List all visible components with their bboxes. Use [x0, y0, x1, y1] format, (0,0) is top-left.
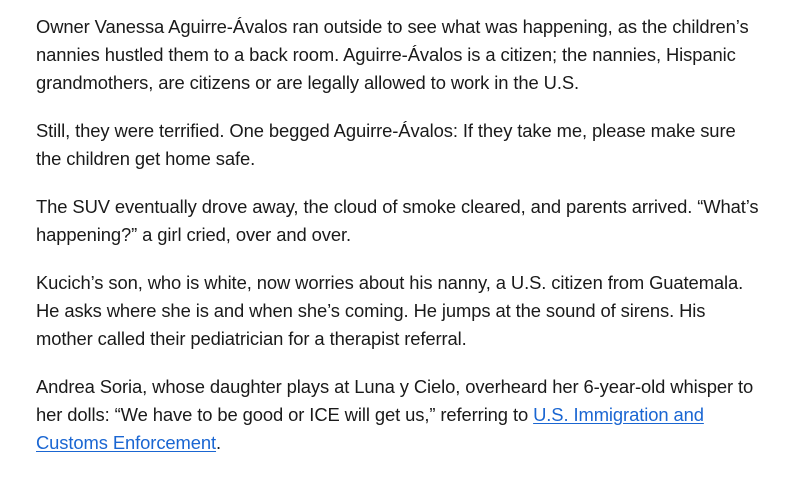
- paragraph-owner-ran-outside: Owner Vanessa Aguirre-Ávalos ran outside to see what was happening, as the children’s nannies hustled them to a back room. Aguirre-Ávalos is a citizen; the nannies, Hispanic grandmothers, are citizens or are legally allowed to work in the U.S.: [36, 16, 749, 93]
- paragraph-andrea-soria: [36, 373, 764, 457]
- paragraph-nannies-terrified: Still, they were terrified. One begged Aguirre-Ávalos: If they take me, please make sure the children get home safe.: [36, 120, 736, 169]
- paragraph-text-after-link: .: [216, 432, 222, 453]
- article-body: [36, 13, 764, 477]
- paragraph-text-before-link: Andrea Soria, whose daughter plays at Luna y Cielo, overheard her 6-year-old whisper to her dolls: “We have to be good or ICE will get us,” referring to: [36, 376, 754, 425]
- ice-link[interactable]: U.S. Immigration and Customs Enforcement: [36, 404, 704, 453]
- paragraph-kucich-son: Kucich’s son, who is white, now worries about his nanny, a U.S. citizen from Guatemala. He asks where she is and when she’s coming. He jumps at the sound of sirens. His mother called their pediatrician for a therapist referral.: [36, 272, 744, 349]
- paragraph-suv-drove-away: The SUV eventually drove away, the cloud of smoke cleared, and parents arrived. “What’s happening?” a girl cried, over and over.: [36, 196, 759, 245]
